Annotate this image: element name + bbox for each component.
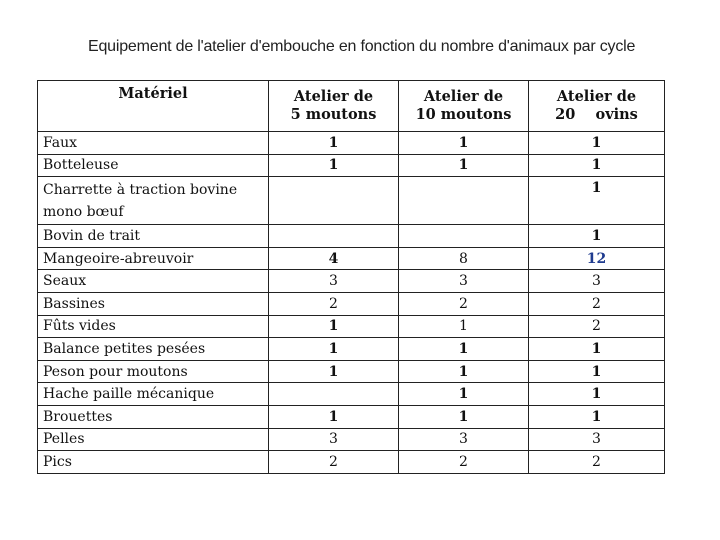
table-row (38, 360, 665, 383)
table-row (38, 154, 665, 177)
cell-10-moutons: 2 (399, 451, 529, 474)
row-label: Hache paille mécanique (38, 383, 269, 406)
cell-20-ovins: 1 (529, 405, 665, 428)
cell-5-moutons: 4 (269, 247, 399, 270)
cell-10-moutons: 1 (399, 360, 529, 383)
cell-20-ovins: 12 (529, 247, 665, 270)
table-row (38, 247, 665, 270)
cell-20-ovins: 1 (529, 338, 665, 361)
cell-5-moutons: 2 (269, 451, 399, 474)
row-label: Pics (38, 451, 269, 474)
cell-10-moutons: 1 (399, 338, 529, 361)
cell-20-ovins: 2 (529, 315, 665, 338)
table-row (38, 132, 665, 155)
cell-20-ovins: 3 (529, 270, 665, 293)
row-label: Seaux (38, 270, 269, 293)
cell-5-moutons: 1 (269, 405, 399, 428)
cell-20-ovins: 3 (529, 428, 665, 451)
row-label: Pelles (38, 428, 269, 451)
cell-10-moutons: 8 (399, 247, 529, 270)
cell-20-ovins: 1 (529, 225, 665, 248)
cell-10-moutons: 1 (399, 405, 529, 428)
cell-10-moutons (399, 225, 529, 248)
cell-20-ovins: 1 (529, 132, 665, 155)
row-label: Bovin de trait (38, 225, 269, 248)
cell-20-ovins: 1 (529, 383, 665, 406)
column-header-20-ovins: Atelier de 20 ovins (529, 81, 665, 132)
cell-5-moutons: 1 (269, 132, 399, 155)
table-row (38, 428, 665, 451)
cell-5-moutons (269, 225, 399, 248)
table-row (38, 383, 665, 406)
cell-10-moutons: 2 (399, 292, 529, 315)
cell-10-moutons: 3 (399, 270, 529, 293)
cell-5-moutons (269, 383, 399, 406)
table-row (38, 405, 665, 428)
cell-5-moutons: 1 (269, 154, 399, 177)
equipment-table (37, 80, 665, 474)
table-row (38, 177, 665, 225)
cell-5-moutons: 1 (269, 338, 399, 361)
cell-5-moutons: 3 (269, 428, 399, 451)
page-title: Equipement de l'atelier d'embouche en fonction du nombre d'animaux par cycle (88, 38, 636, 55)
table-row (38, 315, 665, 338)
cell-5-moutons: 1 (269, 360, 399, 383)
cell-20-ovins: 2 (529, 292, 665, 315)
row-label: Brouettes (38, 405, 269, 428)
table-row (38, 225, 665, 248)
row-label: Peson pour moutons (38, 360, 269, 383)
row-label: Mangeoire-abreuvoir (38, 247, 269, 270)
row-label: Balance petites pesées (38, 338, 269, 361)
column-header-5-moutons: Atelier de 5 moutons (269, 81, 399, 132)
column-header-10-moutons: Atelier de 10 moutons (399, 81, 529, 132)
cell-10-moutons: 1 (399, 315, 529, 338)
cell-5-moutons (269, 177, 399, 225)
column-header-materiel: Matériel (38, 81, 269, 132)
row-label: Botteleuse (38, 154, 269, 177)
cell-20-ovins: 1 (529, 177, 665, 225)
cell-10-moutons (399, 177, 529, 225)
cell-10-moutons: 1 (399, 132, 529, 155)
row-label: Charrette à traction bovine mono bœuf (38, 177, 269, 225)
row-label: Faux (38, 132, 269, 155)
cell-10-moutons: 1 (399, 383, 529, 406)
table-header-row (38, 81, 665, 132)
row-label: Fûts vides (38, 315, 269, 338)
cell-5-moutons: 2 (269, 292, 399, 315)
table-row (38, 270, 665, 293)
table-row (38, 292, 665, 315)
table-row (38, 451, 665, 474)
cell-10-moutons: 3 (399, 428, 529, 451)
cell-5-moutons: 1 (269, 315, 399, 338)
cell-5-moutons: 3 (269, 270, 399, 293)
row-label: Bassines (38, 292, 269, 315)
cell-10-moutons: 1 (399, 154, 529, 177)
cell-20-ovins: 2 (529, 451, 665, 474)
table-row (38, 338, 665, 361)
cell-20-ovins: 1 (529, 154, 665, 177)
cell-20-ovins: 1 (529, 360, 665, 383)
